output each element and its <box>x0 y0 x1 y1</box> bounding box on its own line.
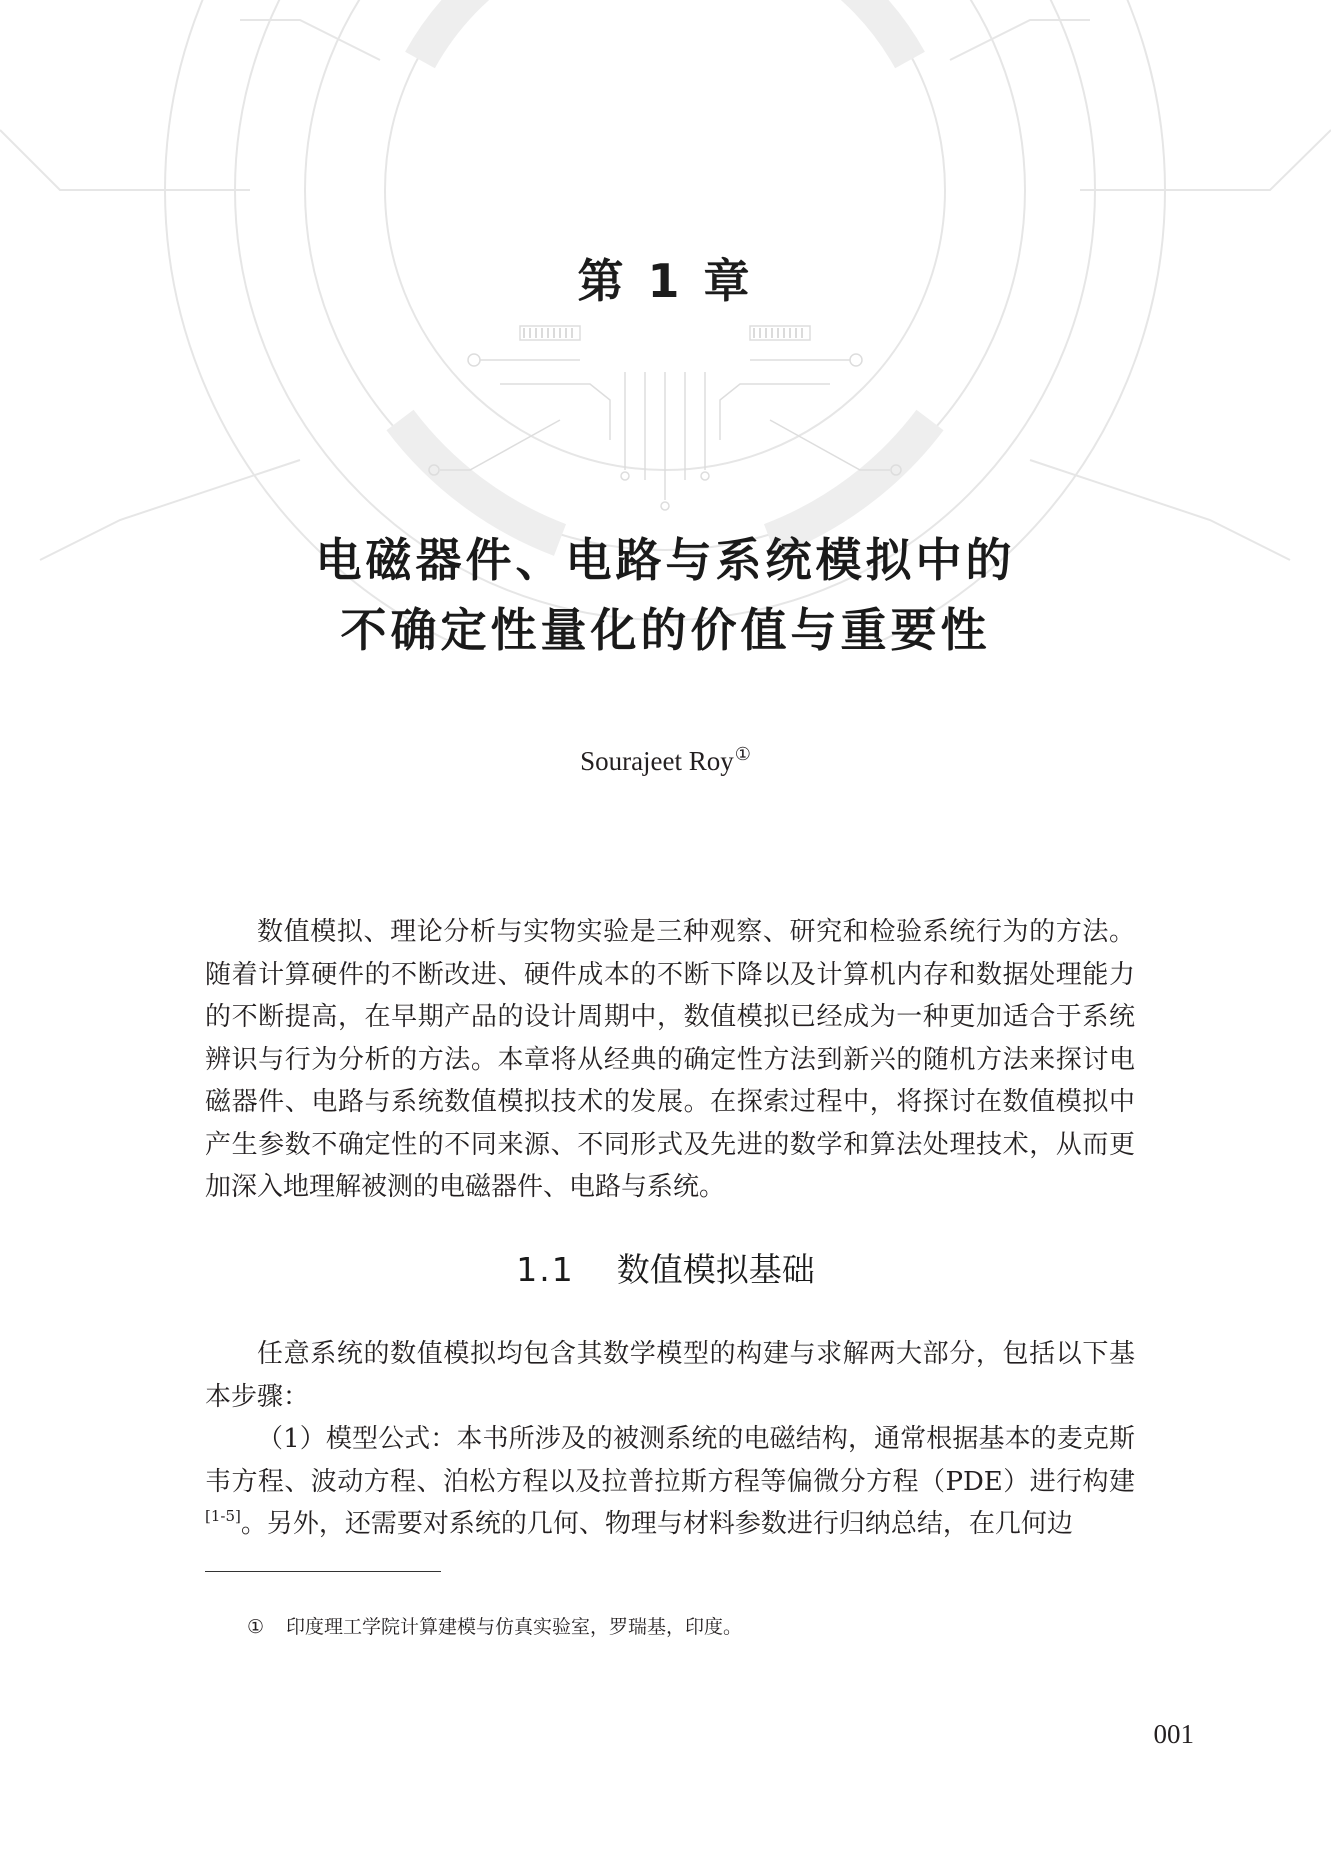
section-heading <box>0 1244 1331 1291</box>
intro-paragraph: 数值模拟、理论分析与实物实验是三种观察、研究和检验系统行为的方法。随着计算硬件的不断改进、硬件成本的不断下降以及计算机内存和数据处理能力的不断提高，在早期产品的设计周期中，数值模拟已经成为一种更加适合于系统辨识与行为分析的方法。本章将从经典的确定性方法到新兴的随机方法来探讨电磁器件、电路与系统数值模拟技术的发展。在探索过程中，将探讨在数值模拟中产生参数不确定性的不同来源、不同形式及先进的数学和算法处理技术，从而更加深入地理解被测的电磁器件、电路与系统。 <box>205 917 1135 1202</box>
section-paragraph-1: 任意系统的数值模拟均包含其数学模型的构建与求解两大部分，包括以下基本步骤： <box>205 1339 1135 1412</box>
citation-marker: [1-5] <box>205 1507 241 1525</box>
chapter-title <box>0 525 1331 665</box>
chapter-title-line-2: 不确定性量化的价值与重要性 <box>340 603 991 657</box>
chapter-label: 第 1 章 <box>577 254 754 308</box>
chapter-title-line-1: 电磁器件、电路与系统模拟中的 <box>315 533 1016 587</box>
footnote-divider <box>205 1571 441 1572</box>
footnote <box>247 1612 742 1639</box>
section-body <box>205 1333 1135 1546</box>
footnote-mark: ① <box>247 1616 265 1638</box>
section-paragraph-2-continuation: 。另外，还需要对系统的几何、物理与材料参数进行归纳总结，在几何边 <box>240 1509 1073 1539</box>
section-paragraph-2-text: （1）模型公式：本书所涉及的被测系统的电磁结构，通常根据基本的麦克斯韦方程、波动方程、泊松方程以及拉普拉斯方程等偏微分方程（PDE）进行构建 <box>205 1424 1135 1497</box>
page-number: 001 <box>1153 1719 1194 1749</box>
author-footnote-mark: ① <box>734 744 751 764</box>
author-line <box>0 744 1331 777</box>
section-title: 数值模拟基础 <box>616 1250 815 1289</box>
author-name: Sourajeet Roy <box>580 746 734 776</box>
section-paragraph-2 <box>205 1418 1135 1546</box>
intro-block <box>205 911 1135 1209</box>
footnote-text: 印度理工学院计算建模与仿真实验室，罗瑞基，印度。 <box>286 1616 743 1638</box>
section-number: 1.1 <box>516 1250 575 1289</box>
